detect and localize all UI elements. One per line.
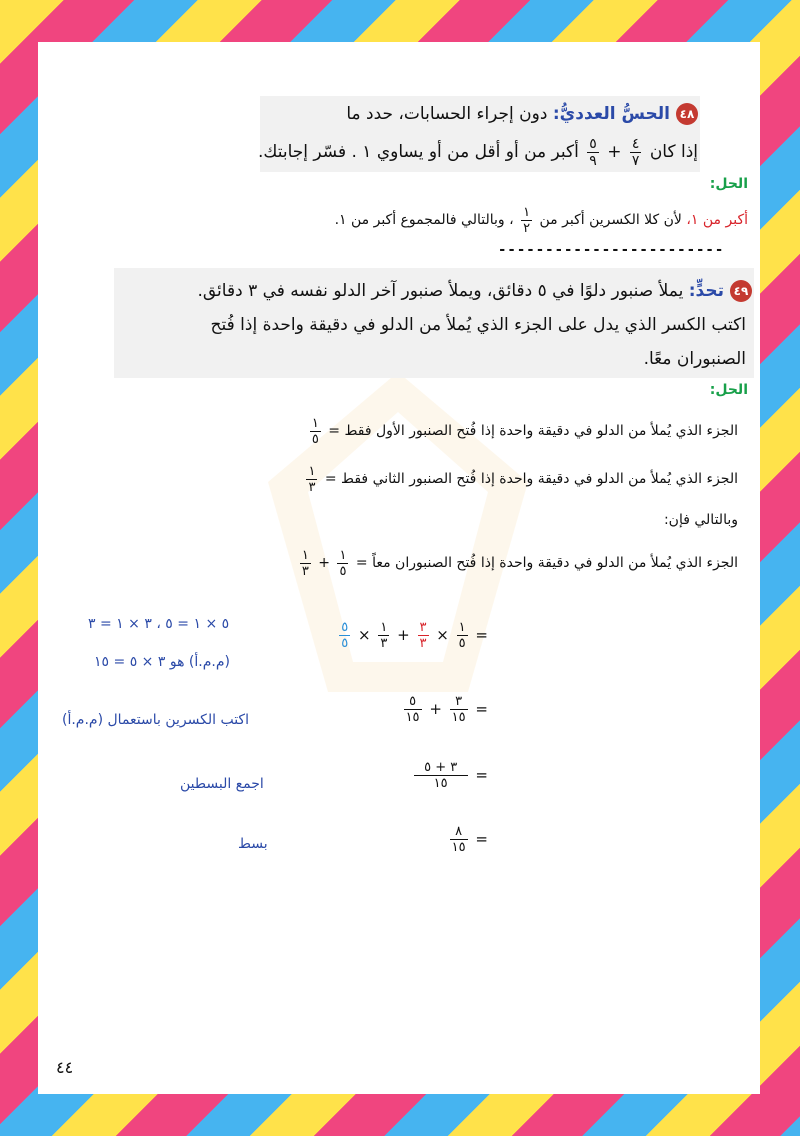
denominator: ٣ [419,636,427,651]
question-49-statement: يملأ صنبور دلوًا في ٥ دقائق، ويملأ صنبور آخر الدلو نفسه في ٣ دقائق. [197,281,684,301]
fraction-8-15 [450,824,468,855]
row-2-text: الجزء الذي يُملأ من الدلو في دقيقة واحدة إذا فُتح الصنبور الثاني فقط = [324,471,738,487]
plus-sign: + [318,555,331,571]
step-1-expression [336,620,488,651]
question-48-title: الحسُّ العدديُّ: [552,104,670,124]
solution-2-row-1 [198,414,738,448]
question-49-line3: الصنبوران معًا. [643,349,746,369]
denominator: ١٥ [405,710,420,725]
times-sign: × [358,626,371,644]
fraction-1-5 [457,620,468,651]
step-2-expression [401,694,488,725]
equals-sign: = [475,626,488,644]
denominator: ٣ [380,636,388,651]
step-1-note-a: ٥ × ١ = ٥ ، ٣ × ١ = ٣ [88,616,230,632]
therefore-text: وبالتالي فإن: [663,512,738,528]
question-48-line2 [228,134,698,170]
fraction-3-15 [450,694,468,725]
numerator: ٣ [455,694,463,709]
numerator: ١ [380,620,388,635]
solution-label-2: الحل: [709,382,748,398]
dashed-separator: ------------------------ [498,242,725,258]
denominator: ٧ [631,152,640,169]
numerator: ٥ [341,620,349,635]
numerator: ١ [311,415,319,431]
numerator: ١ [308,463,316,479]
fraction-1-5 [310,416,321,447]
equals-sign: = [475,766,488,784]
step-3-note: اجمع البسطين [180,776,264,792]
step-1-note-b: (م.م.أ) هو ٣ × ٥ = ١٥ [94,654,230,670]
question-48-text: دون إجراء الحسابات، حدد ما [346,104,548,124]
question-49-title: تحدٍّ: [688,281,724,301]
denominator: ٥ [339,563,347,579]
numerator: ٣ [419,620,427,635]
fraction-5-15 [404,694,422,725]
fraction-1-5 [337,548,348,579]
solution-1-answer: أكبر من ١، [686,212,748,228]
numerator: ٨ [455,824,463,839]
solution-label-1: الحل: [709,176,748,192]
numerator: ٥ [589,135,597,152]
fraction-sum-15 [414,760,468,791]
plus-sign: + [607,142,622,162]
step-3-expression [411,760,488,791]
question-48-line1 [238,102,698,126]
row-1-text: الجزء الذي يُملأ من الدلو في دقيقة واحدة إذا فُتح الصنبور الأول فقط = [328,423,738,439]
question-48-ask: أكبر من أو أقل من أو يساوي ١ . فسّر إجابتك. [258,142,579,162]
numerator: ١ [458,620,466,635]
numerator: ٥ [409,694,417,709]
question-49-text [52,274,752,376]
numerator: ٣ + ٥ [424,760,458,775]
equals-sign: = [475,830,488,848]
fraction-1-3 [300,548,311,579]
fraction-1-3 [306,464,317,495]
question-48-if: إذا كان [649,142,698,162]
fraction-4-7 [630,136,642,169]
question-49-line2: اكتب الكسر الذي يدل على الجزء الذي يُملأ من الدلو في دقيقة واحدة إذا فُتح [210,315,746,335]
denominator: ٢ [523,220,531,236]
numerator: ١ [339,547,347,563]
question-49-number: ٤٩ [730,280,752,302]
fraction-5-5 [339,620,350,651]
denominator: ٥ [458,636,466,651]
denominator: ١٥ [451,710,466,725]
question-49-line1 [52,274,752,308]
step-4-note: بسط [238,836,268,852]
step-2-note: اكتب الكسرين باستعمال (م.م.أ) [62,712,249,728]
denominator: ١٥ [414,775,468,791]
denominator: ٣ [301,563,309,579]
denominator: ٣ [308,479,316,495]
numerator: ١ [523,204,531,220]
solution-1-reason: لأن كلا الكسرين أكبر من [539,212,682,228]
denominator: ٥ [341,636,349,651]
fraction-1-3 [378,620,389,651]
fraction-5-9 [587,136,599,169]
numerator: ٤ [631,135,640,152]
times-sign: × [436,626,449,644]
page [38,42,760,1094]
solution-1-text [58,202,748,238]
denominator: ١٥ [451,840,466,855]
solution-2-row-2 [198,462,738,496]
plus-sign: + [429,700,442,718]
solution-2-row-3 [178,546,738,580]
denominator: ٩ [589,152,597,169]
row-3-text: الجزء الذي يُملأ من الدلو في دقيقة واحدة إذا فُتح الصنبوران معاً = [355,555,738,571]
fraction-1-2 [521,205,532,236]
denominator: ٥ [311,431,319,447]
plus-sign: + [397,626,410,644]
question-48-number: ٤٨ [676,103,698,125]
fraction-3-3 [418,620,429,651]
equals-sign: = [475,700,488,718]
solution-1-conclusion: ، وبالتالي فالمجموع أكبر من ١. [334,212,514,228]
numerator: ١ [301,547,309,563]
step-4-expression [447,824,488,855]
page-number: ٤٤ [56,1058,74,1077]
